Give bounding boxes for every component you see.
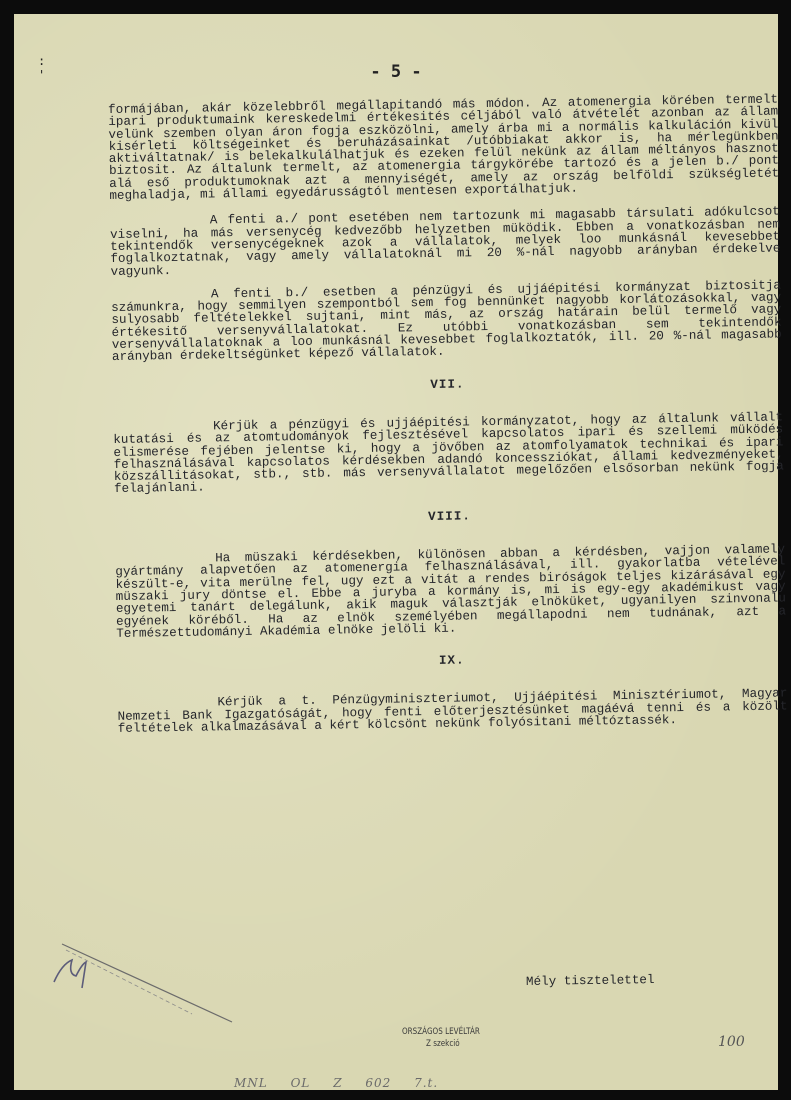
- page-number: - 5 -: [370, 62, 422, 82]
- stamp-line: Z szekció: [426, 1039, 460, 1049]
- paragraph-b-point: A fenti b./ esetben a pénzügyi és ujjáépitési kormányzat biztositja számunkra, hogy semmilyen szempontból sem fog bennünket nagyobb korlátozásokkal, vagy sulyosabb feltételekkel sujtani, mint más, az ország határain belül termelő vagy értékesitő versenyvállalatokat. Ez utóbbi vonatkozásban sem tekintendők versenyvállalatoknak a loo munkásnál kevesebbet foglalkoztatók, ill. 20 %-nál magasabb arányban érdekeltségünket képező vállalatok.: [111, 278, 782, 365]
- section-heading-ix: IX.: [438, 653, 465, 668]
- handwritten-page-number: 100: [718, 1034, 745, 1050]
- document-page: [14, 14, 788, 1090]
- section-viii-text: Ha müszaki kérdésekben, különösen abban a kérdésben, vajjon valamely gyártmány alapvetően az atomenergia felhasználásával, ill. gyakorlatba vételével készült-e, vita merülne fel, ugy ezt a vitát a rendes biróságok teljes kizárásával egy müszaki jury döntse el. Ebbe a juryba a kormány is, mi is egy-egy akadémikust vagy egyetemi tanárt delegálunk, akik maguk választják elnöküket, ugyanilyen szinvonalu egyének köréből. Ha az elnök személyében megállapodni nem tudnának, azt a Természettudományi Akadémia elnöke jelöli ki.: [115, 542, 787, 641]
- section-vii-text: Kérjük a pénzügyi és ujjáépitési kormányzatot, hogy az általunk vállalt kutatási és az atomtudományok fejlesztésével kapcsolatos ipari és szellemi müködés elismerése fejében jelentse ki, hogy a jövőben az atomfolyamatok technikai és ipari felhasználásával kapcsolatos kérdésekben adandó koncessziókat, állami kedvezményeket, közszállitásokat, stb., stb. más versenyvállalatot megelőzően elsősorban nekünk fogja felajánlani.: [113, 410, 784, 497]
- paragraph-continuation: formájában, akár közelebbről megállapitandó más módon. Az atomenergia körében termelt ipari produktumaink kereskedelmi értékesités céljából való átvételét azonban az állam velünk szemben olyan áron fogja eszközölni, amely árba mi a normális kalkuláción kivül kisérleti költségeinket és beruházásainkat /utóbbiakat akkor is, ha mérlegünkben aktiváltatnak/ is belekalkulálhatjuk és ezeken felül nekünk az állam méltányos hasznot biztosit. Az általunk termelt, az atomenergia tárgykörébe tartozó és a jelen b./ pont alá eső produktumoknak azt a mennyiségét, amely az ország belföldi szükségletét meghaladja, mi állami egyedárusságtól mentesen exportálhatjuk.: [107, 92, 780, 204]
- margin-mark: ': [38, 68, 46, 82]
- closing-salutation: Mély tisztelettel: [525, 972, 655, 990]
- margin-mark: :: [38, 54, 46, 68]
- section-ix-text: Kérjük a t. Pénzügyminiszteriumot, Ujjáépitési Minisztériumot, Magyar Nemzeti Bank Igazgatóságát, hogy fenti előterjesztésünket magáévá tenni és a közölt feltételek alkalmazásával a kért kölcsönt nekünk folyósitani méltóztassék.: [117, 686, 788, 736]
- section-heading-viii: VIII.: [428, 509, 472, 524]
- pencil-mark-icon: [42, 904, 242, 1024]
- section-heading-vii: VII.: [430, 377, 465, 392]
- archive-stamp: [402, 1026, 480, 1050]
- archive-reference: MNL OL Z 602 7.t.: [234, 1076, 439, 1090]
- document-body: [108, 93, 788, 747]
- paragraph-a-point: A fenti a./ pont esetében nem tartozunk mi magasabb társulati adókulcsot viselni, ha más versenycég kedvezőbb helyzetben müködik. Ebben a vonatkozásban nem tekintendők versenycégeknek azok a vállalatok, melyek loo munkásnál kevesebbet foglalkoztatnak, vagy amely vállalatoknál mi 20 %-nál nagyobb arányban érdekelve vagyunk.: [109, 204, 781, 279]
- stamp-line: ORSZÁGOS LEVÉLTÁR: [402, 1027, 480, 1037]
